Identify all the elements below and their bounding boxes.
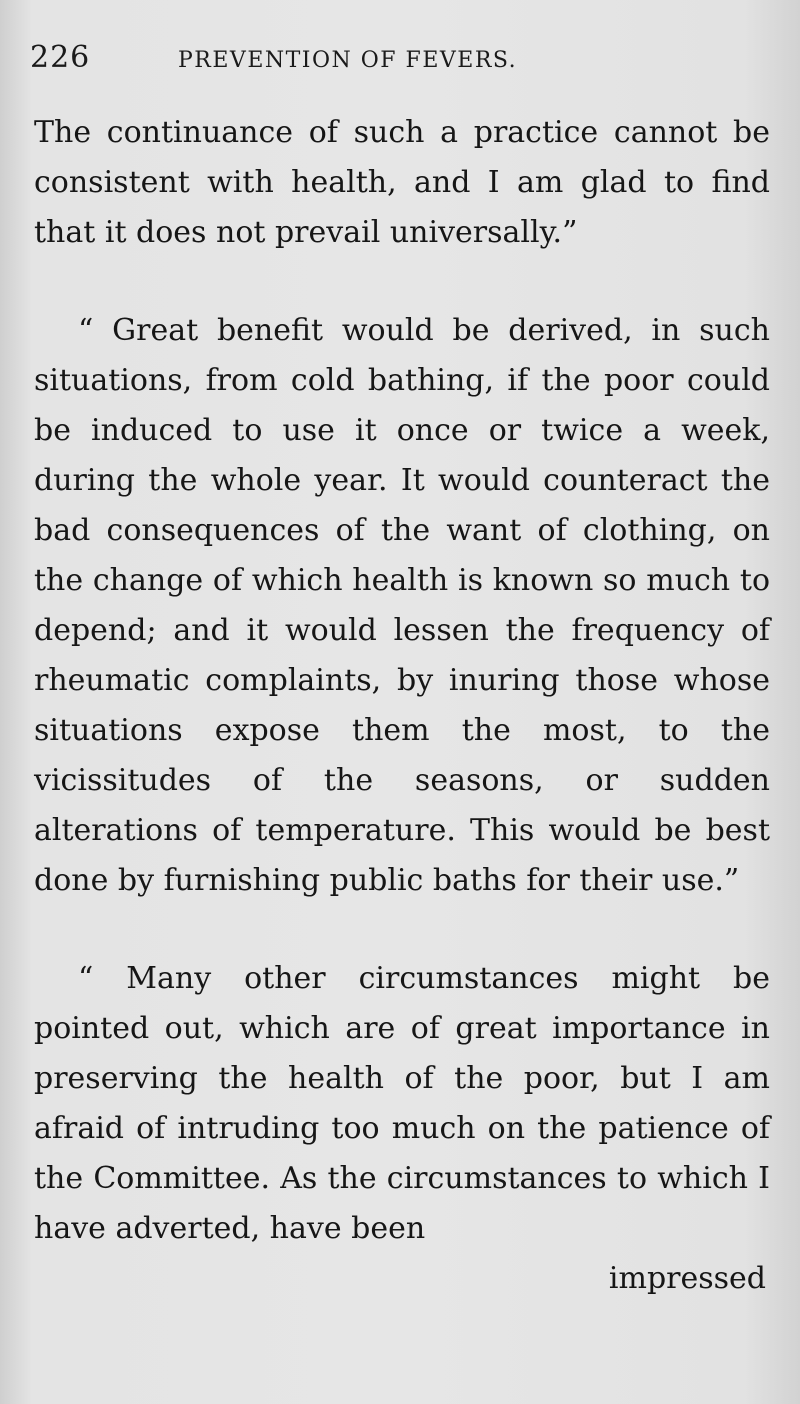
running-head: PREVENTION OF FEVERS. — [178, 48, 518, 73]
page-number: 226 — [30, 40, 91, 75]
paragraph-continuation: The continuance of such a practice cannot be consistent with health, and I am glad to find that it does not prevail universally.” — [34, 115, 770, 250]
catchword: impressed — [608, 1261, 766, 1296]
body-text — [34, 108, 770, 1304]
paragraph-cold-bathing: “ Great benefit would be derived, in such situations, from cold bathing, if the poor could be induced to use it once or twice a week, during the whole year. It would counteract the bad consequences of the want of clothing, on the change of which health is known so much to depend; and it would lessen the frequency of rheumatic complaints, by inuring those whose situations expose them the most, to the vicissitudes of the seasons, or sudden alterations of temperature. This would be best done by furnishing public baths for their use.” — [34, 313, 770, 898]
page-header — [30, 40, 770, 84]
paragraph-other-circumstances: “ Many other circumstances might be pointed out, which are of great importance in preserving the health of the poor, but I am afraid of intruding too much on the patience of the Committee. As the circumstances to which I have adverted, have been — [34, 961, 770, 1246]
